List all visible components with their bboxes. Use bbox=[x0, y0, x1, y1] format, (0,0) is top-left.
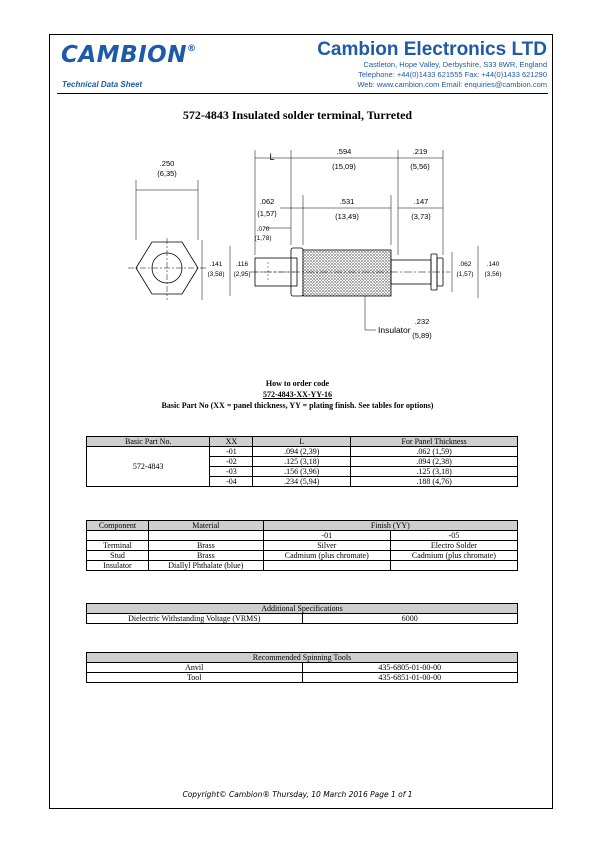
col-component: Component bbox=[87, 521, 149, 531]
basic-part-cell: 572-4843 bbox=[87, 447, 210, 487]
table-row bbox=[87, 447, 518, 457]
table-cell: Diallyl Phthalate (blue) bbox=[148, 561, 263, 571]
table-cell: Cadmium (plus chromate) bbox=[263, 551, 390, 561]
document-title: 572-4843 Insulated solder terminal, Turreted bbox=[182, 108, 413, 122]
options-table bbox=[86, 436, 518, 487]
dim-062-mm: (1,57) bbox=[257, 209, 277, 218]
company-phone: Telephone: +44(0)1433 621555 Fax: +44(0)1433 621290 bbox=[358, 70, 547, 79]
dim-l: L bbox=[269, 152, 275, 162]
table-cell: .062 (1,59) bbox=[351, 447, 518, 457]
dim-219-mm: (5,56) bbox=[410, 162, 430, 171]
datasheet-subtitle: Technical Data Sheet bbox=[62, 80, 143, 89]
dim-140-mm: (3,56) bbox=[484, 271, 502, 278]
finish-code: -05 bbox=[390, 531, 517, 541]
table-cell: -04 bbox=[210, 477, 253, 487]
company-web: Web: www.cambion.com Email: enquiries@cambion.com bbox=[357, 80, 547, 89]
table-cell: .094 (2,38) bbox=[351, 457, 518, 467]
dim-hex-mm: (6,35) bbox=[157, 169, 177, 178]
dim-594-mm: (15,09) bbox=[332, 162, 356, 171]
header-divider bbox=[57, 93, 548, 94]
order-heading: How to order code bbox=[265, 379, 330, 388]
dim-219-in: .219 bbox=[412, 147, 428, 156]
table-cell: Cadmium (plus chromate) bbox=[390, 551, 517, 561]
dim-594-in: .594 bbox=[336, 147, 352, 156]
table-cell bbox=[87, 531, 149, 541]
table-cell: Terminal bbox=[87, 541, 149, 551]
company-block bbox=[317, 40, 547, 90]
dim-116-mm: (2,95) bbox=[233, 271, 251, 278]
table-cell: .125 (3,18) bbox=[253, 457, 351, 467]
table-cell: -02 bbox=[210, 457, 253, 467]
table-cell bbox=[390, 561, 517, 571]
tools-heading: Recommended Spinning Tools bbox=[87, 653, 518, 663]
specs-table bbox=[86, 603, 518, 624]
tools-table bbox=[86, 652, 518, 683]
specs-heading: Additional Specifications bbox=[87, 604, 518, 614]
insulator-body bbox=[303, 250, 391, 296]
dim-141-mm: (3,58) bbox=[207, 271, 225, 278]
order-description: Basic Part No (XX = panel thickness, YY = plating finish. See tables for options) bbox=[161, 401, 434, 410]
table-cell: 435-6805-01-00-00 bbox=[302, 663, 518, 673]
table-cell: -01 bbox=[210, 447, 253, 457]
table-cell: Brass bbox=[148, 551, 263, 561]
table-cell: Tool bbox=[87, 673, 303, 683]
spec-label: Dielectric Withstanding Voltage (VRMS) bbox=[87, 614, 303, 624]
table-row bbox=[87, 531, 518, 541]
table-cell: Stud bbox=[87, 551, 149, 561]
table-row bbox=[87, 673, 518, 683]
table-cell: .094 (2,39) bbox=[253, 447, 351, 457]
table-row bbox=[87, 561, 518, 571]
dim-147-mm: (3,73) bbox=[411, 212, 431, 221]
dim-070-in: .070 bbox=[256, 226, 270, 233]
dim-531-in: .531 bbox=[339, 197, 355, 206]
table-cell: 435-6851-01-00-00 bbox=[302, 673, 518, 683]
dim-232-in: .232 bbox=[414, 317, 430, 326]
page-footer: Copyright© Cambion® Thursday, 10 March 2016 Page 1 of 1 bbox=[182, 790, 413, 799]
finish-code: -01 bbox=[263, 531, 390, 541]
col-panel-thickness: For Panel Thickness bbox=[351, 437, 518, 447]
insulator-label: Insulator bbox=[378, 325, 411, 335]
col-xx: XX bbox=[210, 437, 253, 447]
dim-hex-in: .250 bbox=[159, 159, 175, 168]
terminal-drawing bbox=[100, 140, 530, 355]
table-cell: Anvil bbox=[87, 663, 303, 673]
dim-062-in: .062 bbox=[259, 197, 275, 206]
table-row bbox=[87, 551, 518, 561]
company-address: Castleton, Hope Valley, Derbyshire, S33 8WR, England bbox=[363, 60, 547, 69]
materials-table bbox=[86, 520, 518, 571]
cambion-logo: CAMBION® bbox=[61, 42, 197, 68]
dim-070-mm: (1,78) bbox=[254, 235, 272, 242]
table-cell bbox=[263, 561, 390, 571]
col-basic-part: Basic Part No. bbox=[87, 437, 210, 447]
company-name: Cambion Electronics LTD bbox=[317, 39, 547, 60]
table-cell: Brass bbox=[148, 541, 263, 551]
dim-116-in: .116 bbox=[235, 261, 249, 268]
order-part-number: 572-4843-XX-YY-16 bbox=[262, 390, 333, 399]
table-cell: -03 bbox=[210, 467, 253, 477]
dim-062b-in: .062 bbox=[458, 261, 472, 268]
table-cell: Silver bbox=[263, 541, 390, 551]
spec-value: 6000 bbox=[302, 614, 518, 624]
dim-062b-mm: (1,57) bbox=[456, 271, 474, 278]
table-cell bbox=[148, 531, 263, 541]
dim-141-in: .141 bbox=[209, 261, 223, 268]
dim-232-mm: (5,89) bbox=[412, 331, 432, 340]
col-l: L bbox=[253, 437, 351, 447]
table-cell: Insulator bbox=[87, 561, 149, 571]
table-row bbox=[87, 663, 518, 673]
table-row bbox=[87, 614, 518, 624]
dim-140-in: .140 bbox=[486, 261, 500, 268]
col-finish: Finish (YY) bbox=[263, 521, 517, 531]
table-cell: .156 (3,96) bbox=[253, 467, 351, 477]
table-cell: .188 (4,76) bbox=[351, 477, 518, 487]
table-cell: .234 (5,94) bbox=[253, 477, 351, 487]
table-cell: .125 (3,18) bbox=[351, 467, 518, 477]
table-row bbox=[87, 541, 518, 551]
dim-531-mm: (13,49) bbox=[335, 212, 359, 221]
order-code-block bbox=[0, 378, 595, 411]
col-material: Material bbox=[148, 521, 263, 531]
table-cell: Electro Solder bbox=[390, 541, 517, 551]
dim-147-in: .147 bbox=[413, 197, 429, 206]
